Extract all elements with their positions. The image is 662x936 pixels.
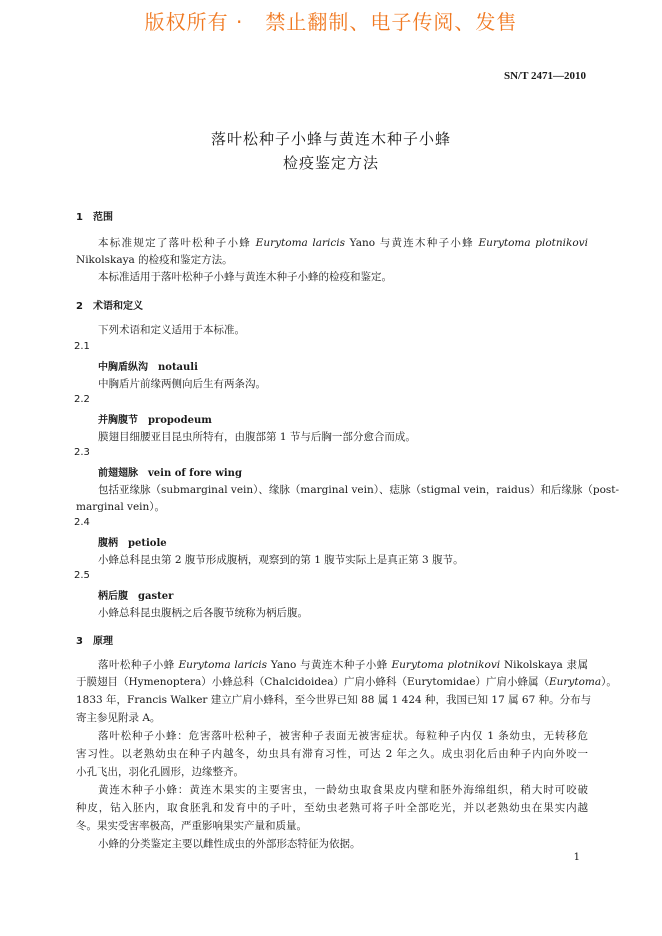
- page-number: 1: [573, 852, 580, 863]
- term-definition: 膜翅目细腰亚目昆虫所特有，由腹部第 1 节与后胸一部分愈合而成。: [98, 431, 416, 443]
- clause-number: 2.3: [74, 447, 90, 458]
- term-heading: 前翅翅脉 vein of fore wing: [98, 468, 242, 479]
- paragraph-line: 种皮，钻入胚内，取食胚乳和发育中的子叶，至幼虫老熟可将子叶全部吃光，并以老熟幼虫在果实内越: [76, 802, 588, 814]
- document-title-line-2: 检疫鉴定方法: [282, 154, 379, 172]
- copyright-banner: 版权所有 · 禁止翻制、电子传阅、发售: [144, 10, 518, 34]
- paragraph-line: 黄连木种子小蜂：黄连木果实的主要害虫，一龄幼虫取食果皮内壁和胚外海绵组织，稍大时可咬破: [98, 784, 588, 796]
- paragraph-line: 本标准适用于落叶松种子小蜂与黄连木种子小蜂的检疫和鉴定。: [98, 271, 392, 283]
- term-heading: 腹柄 petiole: [98, 538, 167, 549]
- paragraph-line: 落叶松种子小蜂：危害落叶松种子，被害种子表面无被害症状。每粒种子内仅 1 条幼虫，无转移危: [98, 730, 588, 742]
- term-definition: marginal vein）。: [76, 501, 166, 513]
- clause-number: 2.5: [74, 570, 90, 581]
- term-definition: 中胸盾片前缘两侧向后生有两条沟。: [98, 378, 266, 390]
- term-definition: 小蜂总科昆虫腹柄之后各腹节统称为柄后腹。: [98, 607, 308, 619]
- clause-number: 2.2: [74, 394, 90, 405]
- term-definition: 小蜂总科昆虫第 2 腹节形成腹柄，观察到的第 1 腹节实际上是真正第 3 腹节。: [98, 554, 464, 566]
- paragraph-line: 小蜂的分类鉴定主要以雌性成虫的外部形态特征为依据。: [98, 838, 361, 850]
- document-title-line-1: 落叶松种子小蜂与黄连木种子小蜂: [210, 130, 451, 148]
- section-heading-scope: 1 范围: [76, 212, 113, 223]
- paragraph-line: 于膜翅目（Hymenoptera）小蜂总科（Chalcidoidea）广肩小蜂科（Eurytomidae）广肩小蜂属（Eurytoma）。: [76, 676, 617, 688]
- paragraph-line: 冬。果实受害率极高，严重影响果实产量和质量。: [76, 820, 307, 832]
- section-heading-terms: 2 术语和定义: [76, 301, 143, 312]
- term-heading: 柄后腹 gaster: [98, 591, 174, 602]
- clause-number: 2.4: [74, 517, 90, 528]
- paragraph-line: 寄主参见附录 A。: [76, 712, 161, 724]
- paragraph-line: 小孔飞出，羽化孔圆形，边缘整齐。: [76, 766, 244, 778]
- paragraph-line: 下列术语和定义适用于本标准。: [98, 324, 245, 336]
- paragraph-line: 落叶松种子小蜂 Eurytoma laricis Yano 与黄连木种子小蜂 Eurytoma plotnikovi Nikolskaya 隶属: [98, 659, 588, 671]
- paragraph-line: 本标准规定了落叶松种子小蜂 Eurytoma laricis Yano 与黄连木种子小蜂 Eurytoma plotnikovi: [98, 237, 588, 249]
- paragraph-line: Nikolskaya 的检疫和鉴定方法。: [76, 254, 233, 266]
- section-heading-principle: 3 原理: [76, 636, 113, 647]
- clause-number: 2.1: [74, 341, 90, 352]
- term-heading: 中胸盾纵沟 notauli: [98, 362, 198, 373]
- paragraph-line: 害习性。以老熟幼虫在种子内越冬，幼虫具有滞育习性，可达 2 年之久。成虫羽化后由种子内向外咬一: [76, 748, 588, 760]
- term-heading: 并胸腹节 propodeum: [98, 415, 212, 426]
- standard-number: SN/T 2471—2010: [503, 70, 586, 82]
- paragraph-line: 1833 年，Francis Walker 建立广肩小蜂科，至今世界已知 88 属 1 424 种，我国已知 17 属 67 种。分布与: [76, 694, 592, 706]
- term-definition: 包括亚缘脉（submarginal vein）、缘脉（marginal vein）、痣脉（stigmal vein，raidus）和后缘脉（post-: [98, 484, 620, 496]
